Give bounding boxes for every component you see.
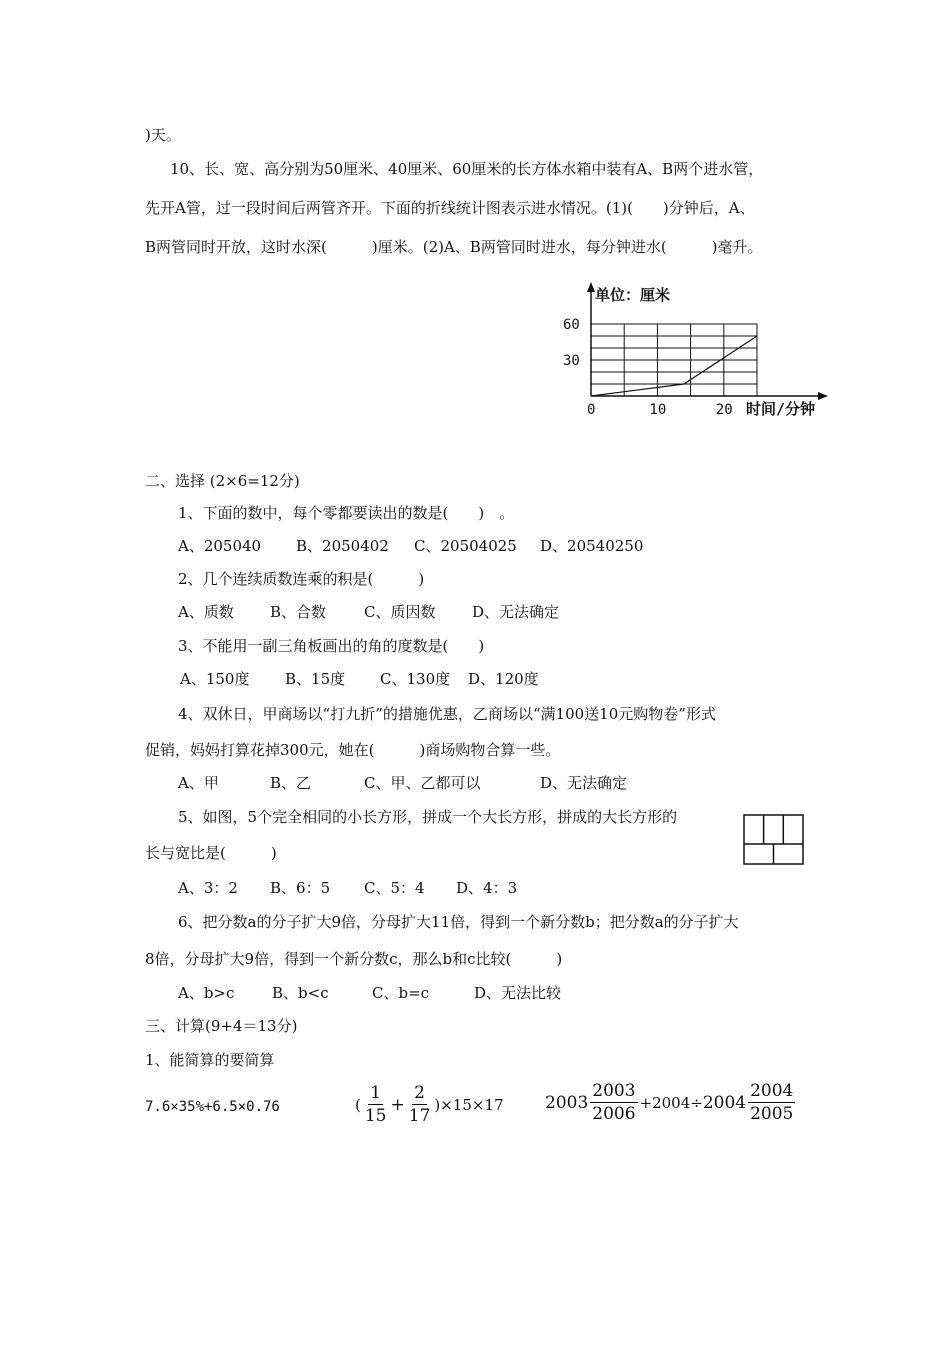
q1-option-d: D、20540250 [540, 537, 644, 555]
q9-tail: )天。 [145, 126, 181, 144]
y-tick-label: 30 [563, 353, 580, 369]
q5-line2: 长与宽比是( ) [145, 844, 277, 862]
expr2-f1-den: 15 [364, 1106, 387, 1126]
q6-option-a: A、b>c [178, 984, 235, 1002]
section3-title: 三、计算(9+4＝13分) [145, 1017, 298, 1035]
chart-ticks [563, 317, 733, 418]
q3-option-d: D、120度 [468, 670, 539, 688]
expr3-fraction-1 [590, 1080, 637, 1125]
q1-text: 1、下面的数中，每个零都要读出的数是( ) 。 [178, 504, 515, 522]
calc-expression-2 [355, 1082, 504, 1127]
q2-option-b: B、合数 [270, 603, 327, 621]
x-axis-arrow [818, 392, 828, 400]
chart-series-line [591, 336, 757, 396]
q5-option-a: A、3：2 [178, 879, 238, 897]
section2-title: 二、选择 (2×6=12分) [145, 472, 300, 490]
expr2-f2-den: 17 [408, 1106, 431, 1126]
q5-rectangles-figure [743, 814, 805, 866]
y-tick-label: 60 [563, 317, 580, 333]
expr3-whole-1: 2003 [545, 1092, 589, 1113]
x-tick-label: 10 [649, 402, 667, 418]
q2-option-c: C、质因数 [364, 603, 436, 621]
expr3-f1-num: 2003 [592, 1081, 636, 1101]
q5-option-d: D、4：3 [456, 879, 518, 897]
y-axis-arrow [587, 282, 595, 292]
q3-option-b: B、15度 [285, 670, 346, 688]
expr3-f2-den: 2005 [750, 1104, 794, 1124]
expr2-plus: + [390, 1094, 405, 1115]
expr2-fraction-2 [407, 1082, 433, 1127]
expr2-f2-num: 2 [414, 1083, 425, 1103]
expr3-fraction-2 [748, 1080, 795, 1125]
q2-option-a: A、质数 [178, 603, 234, 621]
q5-option-c: C、5：4 [364, 879, 425, 897]
expr2-fraction-1 [363, 1082, 389, 1127]
calc-expression-3 [545, 1080, 797, 1125]
expr2-f1-num: 1 [370, 1083, 382, 1103]
q2-text: 2、几个连续质数连乘的积是( ) [178, 570, 425, 588]
q1-option-a: A、205040 [178, 537, 262, 555]
q4-line1: 4、双休日，甲商场以“打九折”的措施优惠，乙商场以“满100送10元购物卷”形式 [178, 705, 716, 723]
x-tick-label: 20 [715, 402, 733, 418]
expr2-open: ( [355, 1095, 361, 1114]
x-tick-label: 0 [587, 402, 596, 418]
q10-line3: B两管同时开放，这时水深( )厘米。(2)A、B两管同时进水，每分钟进水( )毫升。 [145, 238, 763, 256]
chart-ylabel: 单位：厘米 [595, 286, 671, 304]
expr2-close: )×15×17 [434, 1095, 504, 1114]
q5-option-b: B、6：5 [270, 879, 331, 897]
expr3-f2-num: 2004 [750, 1081, 794, 1101]
q3-option-a: A、150度 [180, 670, 250, 688]
q4-option-d: D、无法确定 [540, 774, 628, 792]
q4-option-b: B、乙 [270, 774, 312, 792]
calc-expression-1: 7.6×35%+6.5×0.76 [145, 1099, 280, 1115]
q3-option-c: C、130度 [380, 670, 451, 688]
q6-line2: 8倍，分母扩大9倍，得到一个新分数c，那么b和c比较( ) [145, 950, 563, 968]
q4-option-a: A、甲 [178, 774, 219, 792]
expr3-mid: +2004÷ [639, 1093, 703, 1112]
water-depth-chart [550, 278, 840, 428]
expr3-whole-2: 2004 [702, 1092, 747, 1113]
q4-line2: 促销，妈妈打算花掉300元，她在( )商场购物合算一些。 [145, 741, 561, 759]
q10-line1: 10、长、宽、高分别为50厘米、40厘米、60厘米的长方体水箱中装有A、B两个进水管， [170, 160, 764, 178]
q1-option-c: C、20504025 [414, 537, 517, 555]
q6-line1: 6、把分数a的分子扩大9倍，分母扩大11倍，得到一个新分数b；把分数a的分子扩大 [178, 913, 739, 931]
q6-option-d: D、无法比较 [474, 984, 562, 1002]
q3-text: 3、不能用一副三角板画出的角的度数是( ) [178, 637, 485, 655]
q6-option-c: C、b=c [372, 984, 430, 1002]
q2-option-d: D、无法确定 [472, 603, 560, 621]
section3-sub1: 1、能简算的要简算 [145, 1051, 275, 1069]
q10-line2: 先开A管，过一段时间后两管齐开。下面的折线统计图表示进水情况。(1)( )分钟后，A、 [145, 199, 755, 217]
chart-xlabel: 时间/分钟 [746, 400, 816, 418]
q4-option-c: C、甲、乙都可以 [364, 774, 481, 792]
q5-line1: 5、如图，5个完全相同的小长方形，拼成一个大长方形，拼成的大长方形的 [178, 808, 678, 826]
q6-option-b: B、b<c [272, 984, 329, 1002]
expr3-f1-den: 2006 [592, 1104, 636, 1124]
q1-option-b: B、2050402 [296, 537, 389, 555]
